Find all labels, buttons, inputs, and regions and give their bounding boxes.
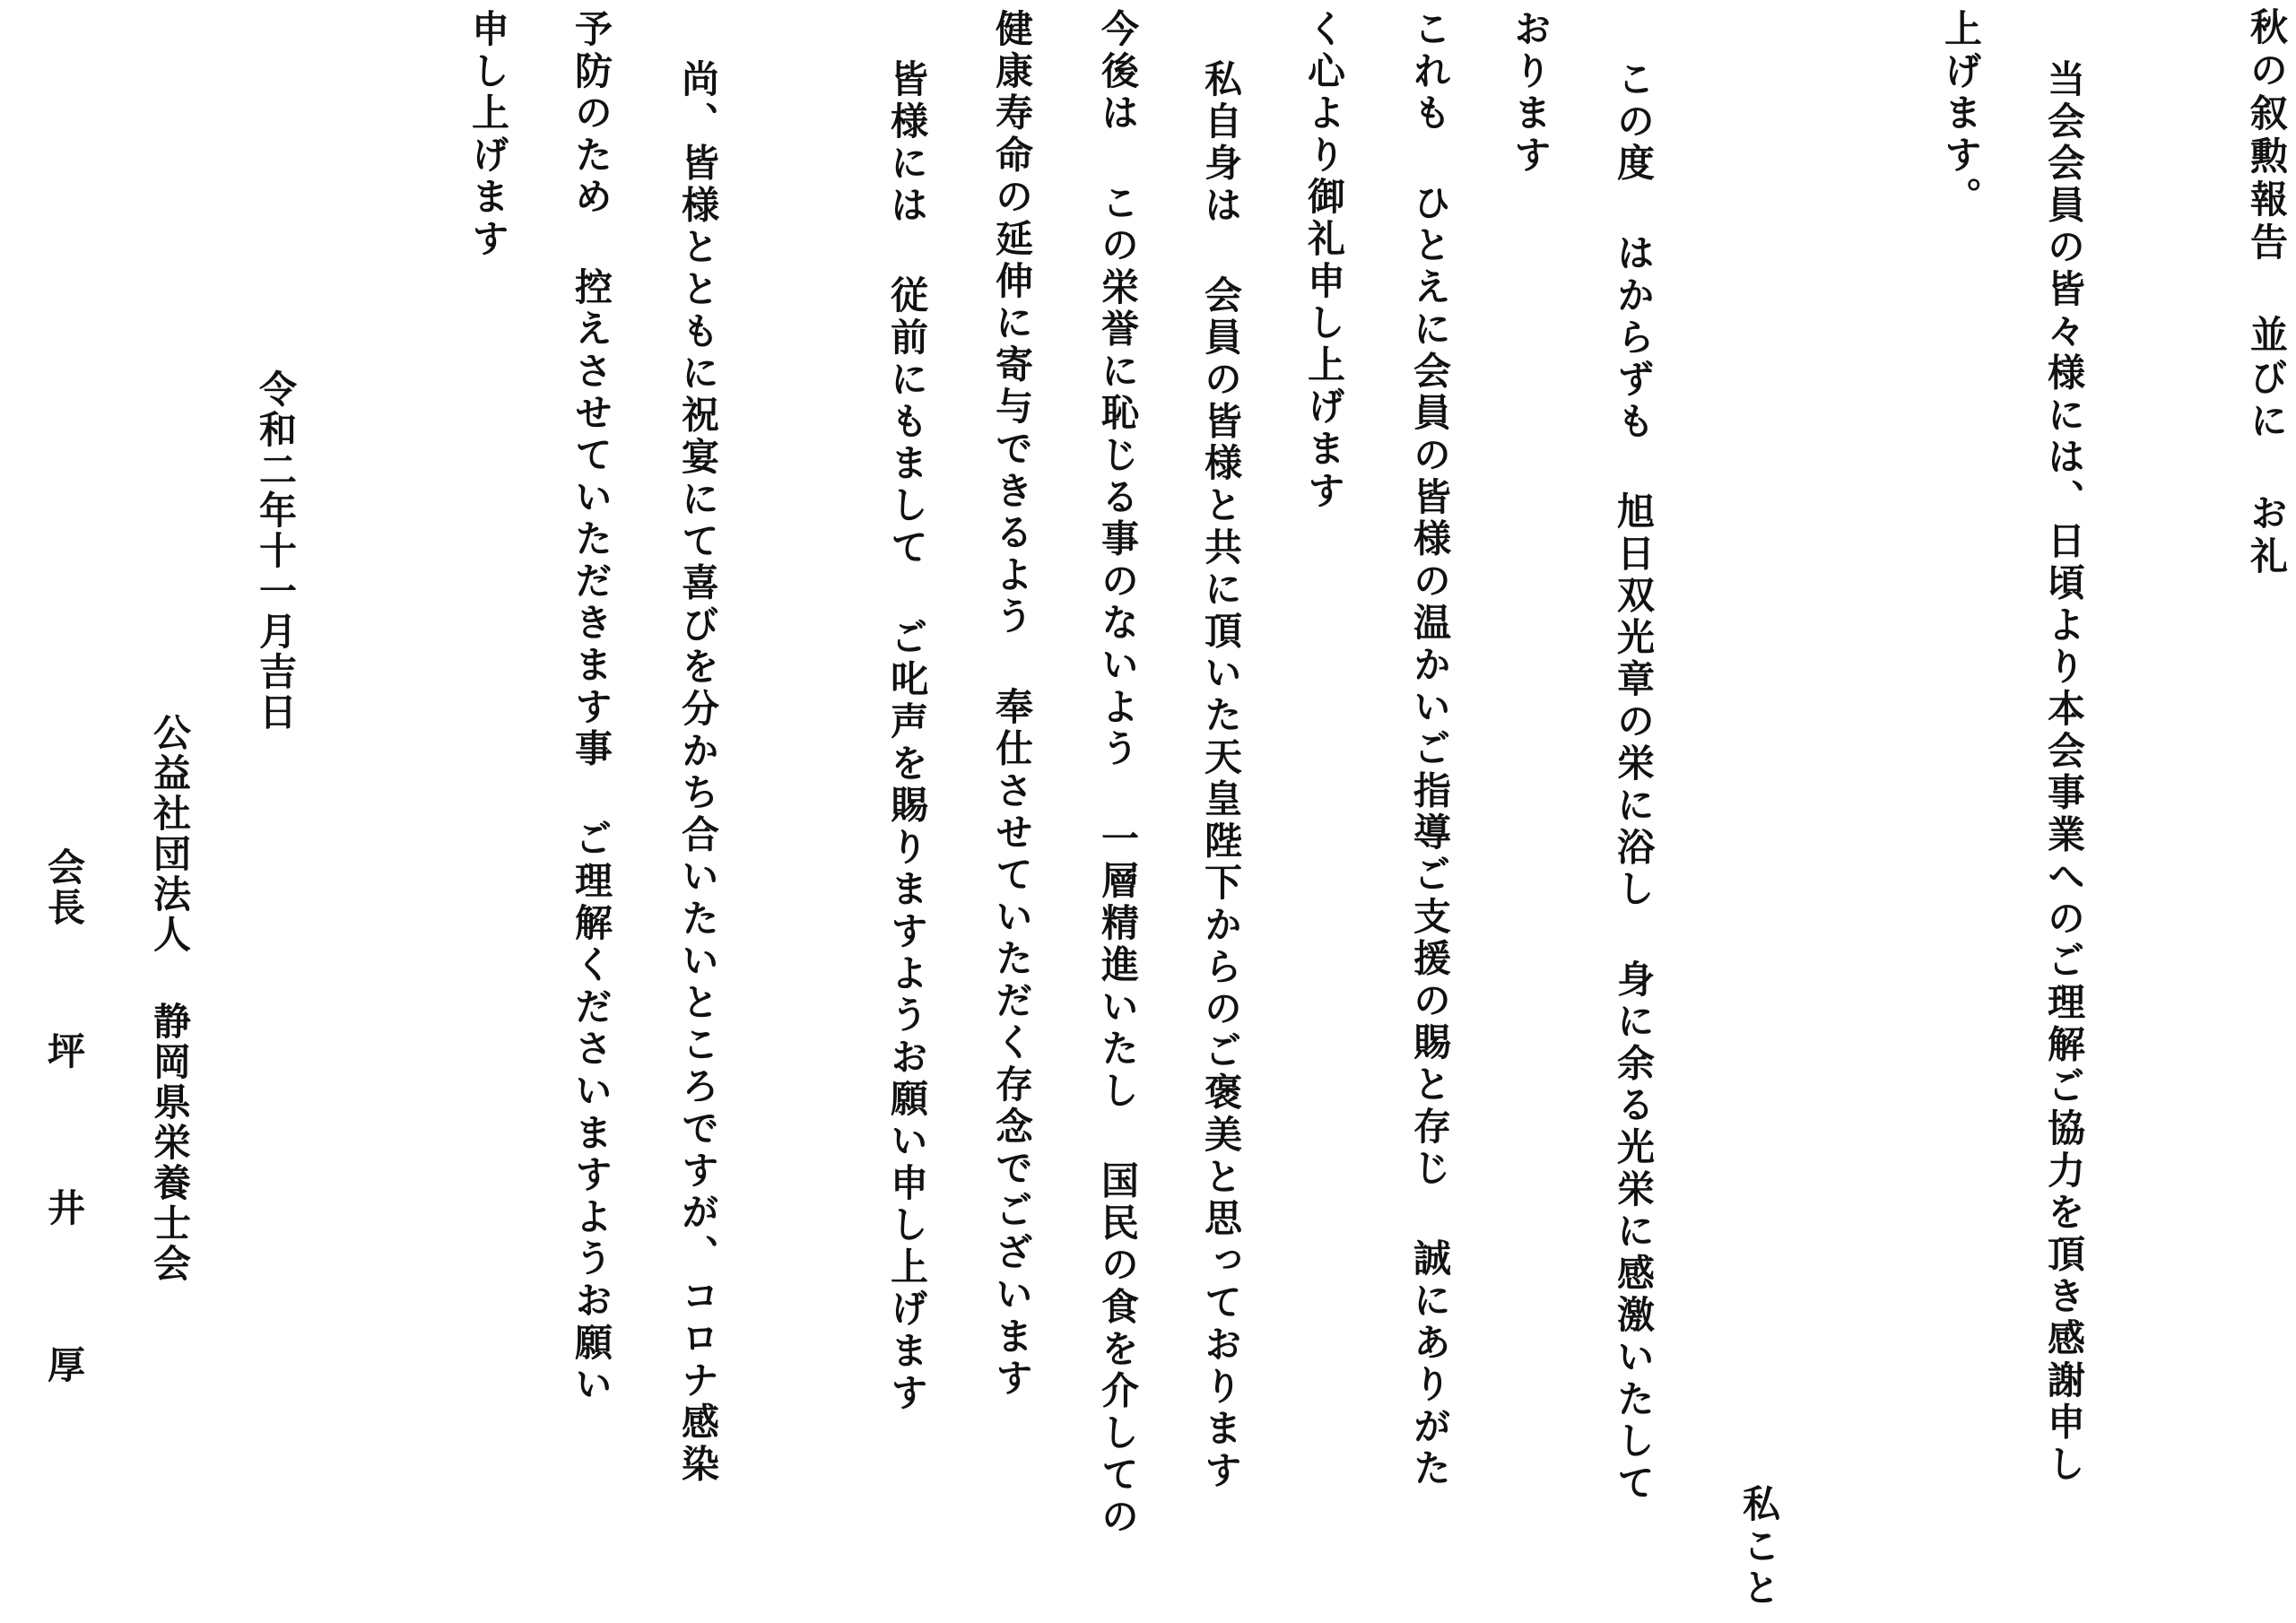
letter-date: 令和二年十一月吉日 [254,369,298,733]
paragraph-3-line-4: 皆様には 従前にもまして ご叱声を賜りますようお願い申し上げます [885,59,929,1415]
signature-name: 坪 井 厚 [42,1031,86,1420]
paragraph-3-line-1: 私自身は 会員の皆様と共に頂いた天皇陛下からのご褒美と思っております [1199,59,1243,1493]
paragraph-1-line-2: 上げます。 [1939,9,1983,219]
paragraph-2-line-2: おります [1509,9,1552,178]
paragraph-1-line-1: 当会会員の皆々様には、日頃より本会事業へのご理解ご協力を頂き感謝申し [2042,59,2086,1487]
paragraph-3-line-2: 今後は この栄誉に恥じる事のないよう 一層精進いたし 国民の食を介しての [1096,9,1140,1539]
paragraph-2-line-3: これも ひとえに会員の皆様の温かいご指導ご支援の賜と存じ 誠にありがた [1408,9,1452,1490]
paragraph-4-line-3: 申し上げます [466,9,510,261]
paragraph-2-line-4: く心より御礼申し上げます [1302,9,1346,513]
paragraph-2-lead: 私こと [1737,1484,1781,1610]
signature-role: 会長 [42,847,86,928]
letter-title: 秋の叙勲報告 並びに お礼 [2245,7,2289,579]
paragraph-2-line-1: この度 はからずも 旭日双光章の栄に浴し 身に余る光栄に感激いたして [1612,59,1656,1506]
paragraph-3-line-3: 健康寿命の延伸に寄与できるよう 奉仕させていただく存念でございます [990,9,1034,1401]
paragraph-4-line-2: 予防のため 控えさせていただきます事 ご理解くださいますようお願い [570,9,613,1407]
organization-name: 公益社団法人 静岡県栄養士会 [148,713,192,1284]
paragraph-4-line-1: 尚、皆様とともに祝宴にて喜びを分かち合いたいところですが、コロナ感染 [676,59,720,1487]
